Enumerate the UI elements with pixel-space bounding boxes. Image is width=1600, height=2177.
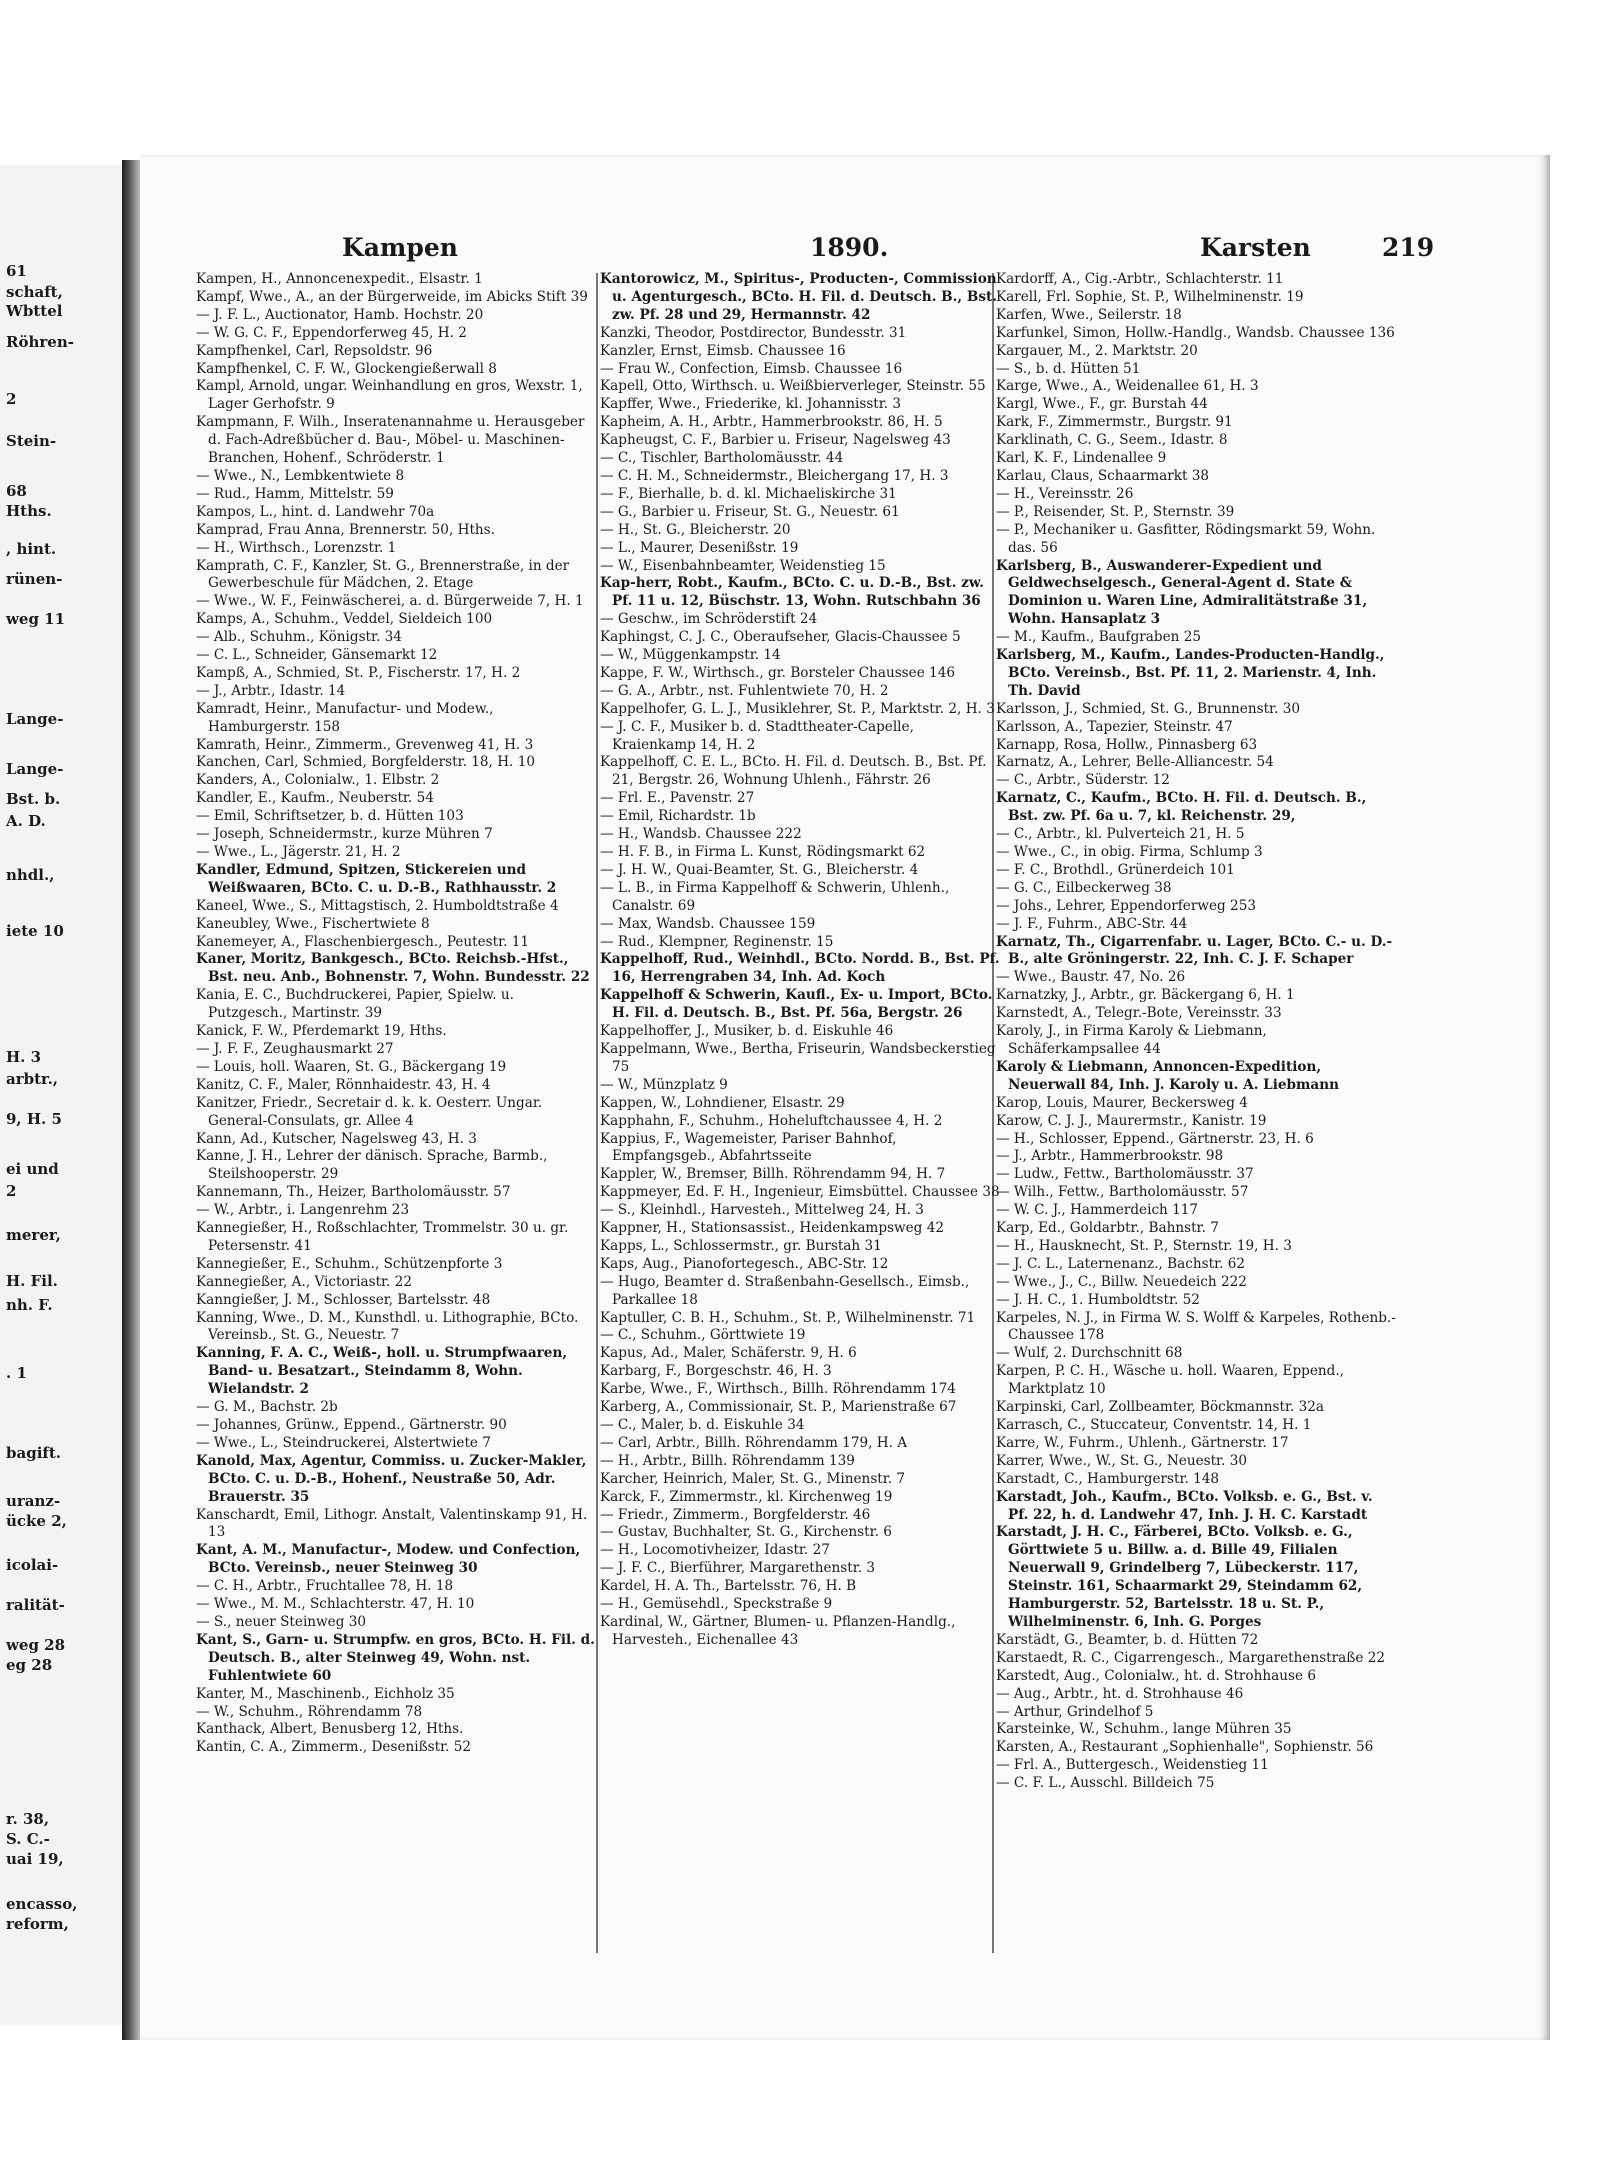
directory-entry: — C. H., Arbtr., Fruchtallee 78, H. 18 [196, 1578, 454, 1595]
directory-entry: Kanick, F. W., Pferdemarkt 19, Hths. [196, 1023, 447, 1040]
directory-entry: — J. F., Fuhrm., ABC-Str. 44 [996, 915, 1188, 932]
directory-entry: — W., Arbtr., i. Langenrehm 23 [196, 1202, 410, 1219]
directory-entry: — W., Eisenbahnbeamter, Weidenstieg 15 [600, 557, 886, 574]
directory-entry: — C., Arbtr., Süderstr. 12 [996, 772, 1170, 789]
directory-entry: — M., Kaufm., Baufgraben 25 [996, 629, 1202, 646]
directory-entry: Kanold, Max, Agentur, Commiss. u. Zucker-Makler, BCto. C. u. D.-B., Hohenf., Neustraße 50, Adr. Brauerstr. 35 [196, 1452, 587, 1505]
previous-page-fragment: H. 3 [6, 1048, 42, 1066]
directory-entry: — Ludw., Fettw., Bartholomäusstr. 37 [996, 1166, 1254, 1183]
previous-page-fragment: Bst. b. [6, 790, 61, 808]
directory-entry: Kanter, M., Maschinenb., Eichholz 35 [196, 1685, 455, 1702]
directory-entry: — Joseph, Schneidermstr., kurze Mühren 7 [196, 826, 493, 843]
directory-entry: — Wwe., L., Jägerstr. 21, H. 2 [196, 844, 401, 860]
directory-entry: — Wwe., L., Steindruckerei, Alstertwiete 7 [196, 1434, 491, 1451]
directory-entry: — Arthur, Grindelhof 5 [996, 1703, 1154, 1720]
directory-entry: Kappelhoff & Schwerin, Kaufl., Ex- u. Import, BCto. H. Fil. d. Deutsch. B., Bst. Pf. 56a, Bergstr. 26 [600, 987, 993, 1022]
directory-entry: — Wwe., Baustr. 47, No. 26 [996, 969, 1186, 986]
directory-entry: — Gustav, Buchhalter, St. G., Kirchenstr. 6 [600, 1524, 892, 1541]
previous-page-fragment: weg 28 [6, 1636, 66, 1654]
directory-entry: — Carl, Arbtr., Billh. Röhrendamm 179, H. A [600, 1434, 908, 1451]
previous-page-fragment: S. C.- [6, 1830, 50, 1848]
directory-entry: — Frl. A., Buttergesch., Weidenstieg 11 [996, 1757, 1269, 1774]
directory-entry: Karsteinke, W., Schuhm., lange Mühren 35 [996, 1721, 1292, 1738]
previous-page-fragment: bagift. [6, 1444, 61, 1462]
directory-entry: Karpeles, N. J., in Firma W. S. Wolff & Karpeles, Rothenb.-Chaussee 178 [996, 1309, 1396, 1344]
directory-entry: Kappelhoffer, J., Musiker, b. d. Eiskuhle 46 [600, 1023, 894, 1040]
directory-entry: — H., Hausknecht, St. P., Sternstr. 19, H. 3 [996, 1237, 1292, 1254]
directory-entry: — S., b. d. Hütten 51 [996, 360, 1141, 377]
directory-entry: Karklinath, C. G., Seem., Idastr. 8 [996, 432, 1228, 449]
directory-entry: Kanemeyer, A., Flaschenbiergesch., Peutestr. 11 [196, 933, 530, 950]
directory-entry: Karre, W., Fuhrm., Uhlenh., Gärtnerstr. 17 [996, 1434, 1289, 1451]
directory-entry: Kanitz, C. F., Maler, Rönnhaidestr. 43, H. 4 [196, 1076, 491, 1093]
directory-entry: — J. F. L., Auctionator, Hamb. Hochstr. 20 [196, 306, 484, 323]
directory-entry: Karberg, A., Commissionair, St. P., Marienstraße 67 [600, 1399, 957, 1416]
directory-entry: — H., Wandsb. Chaussee 222 [600, 826, 802, 843]
directory-entry: Karnatz, A., Lehrer, Belle-Alliancestr. 54 [996, 754, 1274, 771]
directory-entry: Karnstedt, A., Telegr.-Bote, Vereinsstr. 33 [996, 1005, 1282, 1022]
directory-column-2 [600, 271, 1000, 1951]
previous-page-fragment: eg 28 [6, 1656, 53, 1674]
directory-entry: Kappelhoff, C. E. L., BCto. H. Fil. d. Deutsch. B., Bst. Pf. 21, Bergstr. 26, Wohnung Uhlenh., Fährstr. 26 [600, 754, 987, 789]
directory-entry: — Johannes, Grünw., Eppend., Gärtnerstr. 90 [196, 1417, 507, 1433]
directory-entry: Kanthack, Albert, Benusberg 12, Hths. [196, 1721, 464, 1738]
directory-entry: Kannegießer, H., Roßschlachter, Trommelstr. 30 u. gr. Petersenstr. 41 [196, 1220, 569, 1254]
directory-entry: — Max, Wandsb. Chaussee 159 [600, 915, 816, 932]
directory-entry: Karoly & Liebmann, Annoncen-Expedition, Neuerwall 84, Inh. J. Karoly u. A. Liebmann [996, 1058, 1339, 1093]
directory-entry: Kaneubley, Wwe., Fischertwiete 8 [196, 915, 430, 932]
directory-entry: Karpen, P. C. H., Wäsche u. holl. Waaren, Eppend., Marktplatz 10 [996, 1363, 1344, 1398]
directory-entry: Kapffer, Wwe., Friederike, kl. Johannisstr. 3 [600, 396, 902, 413]
previous-page-fragment: encasso, [6, 1895, 78, 1913]
directory-entry: — P., Reisender, St. P., Sternstr. 39 [996, 503, 1235, 520]
page-number: 219 [1382, 233, 1435, 262]
directory-entry: Kamprath, C. F., Kanzler, St. G., Brennerstraße, in der Gewerbeschule für Mädchen, 2. Etage [196, 557, 570, 592]
directory-entry: Karoly, J., in Firma Karoly & Liebmann, Schäferkampsallee 44 [996, 1023, 1267, 1057]
directory-entry: — W., Müggenkampstr. 14 [600, 647, 781, 664]
directory-entry: Kappius, F., Wagemeister, Pariser Bahnhof, Empfangsgeb., Abfahrtsseite [600, 1130, 897, 1165]
directory-entry: Kampl, Arnold, ungar. Weinhandlung en gros, Wexstr. 1, Lager Gerhofstr. 9 [196, 378, 583, 413]
directory-entry: Kampmann, F. Wilh., Inseratenannahme u. Herausgeber d. Fach-Adreßbücher d. Bau-, Möbel- u. Maschinen-Branchen, Hohenf., Schröderstr. 1 [196, 414, 585, 467]
directory-entry: Kamrath, Heinr., Zimmerm., Grevenweg 41, H. 3 [196, 736, 534, 753]
directory-entry: Karlsberg, B., Auswanderer-Expedient und Geldwechselgesch., General-Agent d. State & Dominion u. Waren Line, Admiralitätstraße 31, Wohn. Hansaplatz 3 [996, 557, 1368, 628]
directory-entry: — J. H. W., Quai-Beamter, St. G., Bleicherstr. 4 [600, 861, 919, 878]
directory-entry: — G. A., Arbtr., nst. Fuhlentwiete 70, H. 2 [600, 682, 889, 699]
directory-entry: Karnatzky, J., Arbtr., gr. Bäckergang 6, H. 1 [996, 987, 1295, 1004]
directory-entry: — S., neuer Steinweg 30 [196, 1613, 367, 1630]
previous-page-fragment: nh. F. [6, 1296, 53, 1314]
directory-entry: — C., Schuhm., Görttwiete 19 [600, 1327, 806, 1344]
previous-page-fragment: nhdl., [6, 866, 55, 884]
directory-entry: Karbarg, F., Borgeschstr. 46, H. 3 [600, 1363, 832, 1380]
directory-entry: — Wwe., N., Lembkentwiete 8 [196, 467, 405, 484]
directory-entry: — G. C., Eilbeckerweg 38 [996, 879, 1172, 896]
directory-entry: Kanschardt, Emil, Lithogr. Anstalt, Valentinskamp 91, H. 13 [196, 1506, 588, 1541]
directory-entry: Kanders, A., Colonialw., 1. Elbstr. 2 [196, 772, 440, 789]
directory-entry: — J., Arbtr., Idastr. 14 [196, 682, 346, 699]
previous-page-fragment: ücke 2, [6, 1512, 67, 1530]
directory-column-1 [196, 271, 596, 1951]
directory-column-3 [996, 271, 1396, 1951]
directory-entry: — Wwe., M. M., Schlachterstr. 47, H. 10 [196, 1596, 475, 1613]
directory-entry: — C. H. M., Schneidermstr., Bleichergang 17, H. 3 [600, 467, 949, 484]
directory-entry: — Johs., Lehrer, Eppendorferweg 253 [996, 897, 1256, 914]
directory-entry: Kampfhenkel, C. F. W., Glockengießerwall 8 [196, 360, 497, 377]
directory-entry: Karstadt, C., Hamburgerstr. 148 [996, 1470, 1220, 1487]
directory-entry: Kanning, Wwe., D. M., Kunsthdl. u. Lithographie, BCto. Vereinsb., St. G., Neuestr. 7 [196, 1309, 579, 1344]
directory-entry: — J. H. C., 1. Humboldtstr. 52 [996, 1291, 1200, 1308]
directory-entry: Kapphahn, F., Schuhm., Hoheluftchaussee 4, H. 2 [600, 1112, 943, 1129]
directory-entry: Karstedt, Aug., Colonialw., ht. d. Strohhause 6 [996, 1667, 1316, 1684]
directory-entry: Karsten, A., Restaurant „Sophienhalle", Sophienstr. 56 [996, 1739, 1374, 1756]
directory-entry: — Frl. E., Pavenstr. 27 [600, 790, 755, 807]
directory-entry: Kappler, W., Bremser, Billh. Röhrendamm 94, H. 7 [600, 1166, 946, 1183]
book-gutter [122, 160, 140, 2040]
directory-entry: Kann, Ad., Kutscher, Nagelsweg 43, H. 3 [196, 1130, 477, 1147]
previous-page-fragment: H. Fil. [6, 1272, 58, 1290]
directory-entry: Kanzler, Ernst, Eimsb. Chaussee 16 [600, 342, 846, 359]
directory-entry: Kamps, A., Schuhm., Veddel, Sieldeich 100 [196, 611, 493, 628]
directory-entry: Karlsson, A., Tapezier, Steinstr. 47 [996, 718, 1233, 735]
directory-entry: Kampos, L., hint. d. Landwehr 70a [196, 503, 435, 520]
directory-entry: Karlsberg, M., Kaufm., Landes-Producten-Handlg., BCto. Vereinsb., Bst. Pf. 11, 2. Marienstr. 4, Inh. Th. David [996, 647, 1385, 699]
directory-entry: — Friedr., Zimmerm., Borgfelderstr. 46 [600, 1506, 871, 1523]
directory-entry: Kannemann, Th., Heizer, Bartholomäusstr. 57 [196, 1184, 511, 1201]
previous-page-fragment: r. 38, [6, 1810, 50, 1828]
directory-entry: — Aug., Arbtr., ht. d. Strohhause 46 [996, 1685, 1244, 1702]
directory-entry: Karrasch, C., Stuccateur, Conventstr. 14, H. 1 [996, 1417, 1312, 1433]
directory-entry: Kampfhenkel, Carl, Repsoldstr. 96 [196, 342, 433, 359]
directory-entry: Karlsson, J., Schmied, St. G., Brunnenstr. 30 [996, 700, 1300, 717]
directory-entry: — Louis, holl. Waaren, St. G., Bäckergang 19 [196, 1058, 507, 1075]
previous-page-fragment: A. D. [6, 812, 46, 830]
directory-entry: — C., Tischler, Bartholomäusstr. 44 [600, 450, 844, 467]
directory-entry: — Rud., Klempner, Reginenstr. 15 [600, 933, 834, 950]
directory-entry: Kandler, E., Kaufm., Neuberstr. 54 [196, 790, 434, 807]
header-year: 1890. [810, 233, 889, 262]
directory-entry: Kantin, C. A., Zimmerm., Desenißstr. 52 [196, 1739, 472, 1756]
directory-entry: — C., Arbtr., kl. Pulverteich 21, H. 5 [996, 826, 1245, 843]
directory-entry: Kargauer, M., 2. Marktstr. 20 [996, 342, 1198, 359]
previous-page-fragment: merer, [6, 1226, 61, 1244]
previous-page-fragment: Lange- [6, 710, 64, 728]
directory-entry: — W. C. J., Hammerdeich 117 [996, 1202, 1199, 1219]
previous-page-fragment: weg 11 [6, 610, 66, 628]
directory-entry: Karbe, Wwe., F., Wirthsch., Billh. Röhrendamm 174 [600, 1381, 956, 1398]
header-left-keyword: Kampen [342, 233, 458, 262]
directory-entry: — Frau W., Confection, Eimsb. Chaussee 16 [600, 360, 903, 377]
directory-entry: Kark, F., Zimmermstr., Burgstr. 91 [996, 414, 1233, 431]
directory-entry: Kantorowicz, M., Spiritus-, Producten-, Commission u. Agenturgesch., BCto. H. Fil. d. Deutsch. B., Bst. zw. Pf. 28 und 29, Hermannstr. 42 [600, 271, 997, 323]
previous-page-fragment: reform, [6, 1915, 69, 1933]
previous-page-fragment: uranz- [6, 1492, 61, 1510]
directory-entry: Kappelhoff, Rud., Weinhdl., BCto. Nordd. B., Bst. Pf. 16, Herrengraben 34, Inh. Ad. Koch [600, 951, 1000, 986]
previous-page-fragment: 2 [6, 390, 17, 408]
directory-entry: — H., Vereinsstr. 26 [996, 485, 1134, 502]
directory-entry: Kampf, Wwe., A., an der Bürgerweide, im Abicks Stift 39 [196, 288, 588, 305]
previous-page-fragment: uai 19, [6, 1850, 64, 1868]
directory-entry: Kappe, F. W., Wirthsch., gr. Borsteler Chaussee 146 [600, 664, 956, 681]
directory-entry: Kant, S., Garn- u. Strumpfw. en gros, BCto. H. Fil. d. Deutsch. B., alter Steinweg 49, Wohn. nst. Fuhlentwiete 60 [196, 1631, 595, 1684]
directory-entry: Kappmeyer, Ed. F. H., Ingenieur, Eimsbüttel. Chaussee 38 [600, 1184, 1000, 1201]
directory-entry: Kapheugst, C. F., Barbier u. Friseur, Nagelsweg 43 [600, 432, 951, 449]
previous-page-fragment: icolai- [6, 1556, 59, 1574]
directory-entry: Karrer, Wwe., W., St. G., Neuestr. 30 [996, 1452, 1247, 1469]
directory-entry: — J., Arbtr., Hammerbrookstr. 98 [996, 1148, 1224, 1165]
directory-entry: Kannegießer, E., Schuhm., Schützenpforte 3 [196, 1255, 503, 1272]
previous-page-fragment: . 1 [6, 1364, 27, 1382]
directory-entry: Kap-herr, Robt., Kaufm., BCto. C. u. D.-B., Bst. zw. Pf. 11 u. 12, Büschstr. 13, Wohn. Rutschbahn 36 [600, 575, 984, 610]
previous-page-fragment: ralität- [6, 1596, 65, 1614]
directory-entry: — C. L., Schneider, Gänsemarkt 12 [196, 647, 438, 664]
header-right-keyword: Karsten [1200, 233, 1311, 262]
directory-entry: Karck, F., Zimmermstr., kl. Kirchenweg 19 [600, 1488, 893, 1505]
directory-entry: Karstadt, J. H. C., Färberei, BCto. Volksb. e. G., Görttwiete 5 u. Billw. a. d. Bille 49, Filialen Neuerwall 9, Grindelberg 7, Lübeckerstr. 117, Steinstr. 161, Schaarmarkt 29, Steindamm 62, Hamburgerstr. 52, Bartelsstr. 18 u. St. P., Wilhelminenstr. 6, Inh. G. Porges [996, 1524, 1363, 1630]
directory-entry: Kaphingst, C. J. C., Oberaufseher, Glacis-Chaussee 5 [600, 629, 961, 646]
directory-entry: Karnatz, Th., Cigarrenfabr. u. Lager, BCto. C.- u. D.-B., alte Gröningerstr. 22, Inh. C. J. F. Schaper [996, 933, 1393, 968]
previous-page-fragment: iete 10 [6, 922, 64, 940]
previous-page-fragment: rünen- [6, 570, 63, 588]
directory-entry: Karow, C. J. J., Maurermstr., Kanistr. 19 [996, 1112, 1267, 1129]
directory-entry: Kapus, Ad., Maler, Schäferstr. 9, H. 6 [600, 1345, 857, 1362]
directory-entry: — W., Schuhm., Röhrendamm 78 [196, 1703, 423, 1720]
directory-entry: Kania, E. C., Buchdruckerei, Papier, Spielw. u. Putzgesch., Martinstr. 39 [196, 987, 514, 1022]
directory-entry: Kanchen, Carl, Schmied, Borgfelderstr. 18, H. 10 [196, 754, 535, 771]
directory-entry: Karfunkel, Simon, Hollw.-Handlg., Wandsb. Chaussee 136 [996, 324, 1395, 341]
directory-entry: Karstaedt, R. C., Cigarrengesch., Margarethenstraße 22 [996, 1649, 1385, 1666]
directory-entry: Kardinal, W., Gärtner, Blumen- u. Pflanzen-Handlg., Harvesteh., Eichenallee 43 [600, 1613, 956, 1648]
previous-page-fragment: , hint. [6, 540, 57, 558]
directory-entry: — Alb., Schuhm., Königstr. 34 [196, 629, 402, 646]
directory-entry: — Emil, Schriftsetzer, b. d. Hütten 103 [196, 808, 464, 825]
previous-page-fragment: Stein- [6, 432, 57, 450]
directory-entry: Karnapp, Rosa, Hollw., Pinnasberg 63 [996, 736, 1258, 753]
directory-entry: Kanngießer, J. M., Schlosser, Bartelsstr. 48 [196, 1291, 491, 1308]
directory-entry: — Wulf, 2. Durchschnitt 68 [996, 1345, 1183, 1362]
directory-entry: — J. C. F., Musiker b. d. Stadttheater-Capelle, Kraienkamp 14, H. 2 [600, 718, 914, 753]
directory-entry: Kappen, W., Lohndiener, Elsastr. 29 [600, 1094, 845, 1111]
directory-entry: Karl, K. F., Lindenallee 9 [996, 450, 1167, 467]
directory-entry: Karpinski, Carl, Zollbeamter, Böckmannstr. 32a [996, 1399, 1324, 1416]
column-divider [596, 273, 598, 1953]
directory-entry: — H., Wirthsch., Lorenzstr. 1 [196, 539, 397, 556]
directory-entry: Karfen, Wwe., Seilerstr. 18 [996, 306, 1182, 323]
directory-entry: — W. G. C. F., Eppendorferweg 45, H. 2 [196, 324, 467, 341]
directory-entry: Kamprad, Frau Anna, Brennerstr. 50, Hths. [196, 521, 495, 538]
directory-entry: — Geschw., im Schröderstift 24 [600, 611, 818, 628]
previous-page-fragment: Hths. [6, 502, 52, 520]
previous-page-fragment: arbtr., [6, 1070, 59, 1088]
directory-entry: — H., Gemüsehdl., Speckstraße 9 [600, 1596, 833, 1613]
previous-page-fragment: 61 [6, 262, 27, 280]
directory-entry: — J. F. C., Bierführer, Margarethenstr. 3 [600, 1560, 876, 1577]
directory-entry: Kandler, Edmund, Spitzen, Stickereien und Weißwaaren, BCto. C. u. D.-B., Rathhausstr. 2 [196, 861, 557, 896]
directory-entry: — J. F. F., Zeughausmarkt 27 [196, 1040, 394, 1057]
directory-entry: Kardorff, A., Cig.-Arbtr., Schlachterstr. 11 [996, 271, 1284, 287]
page-header [192, 233, 1492, 265]
directory-entry: Karge, Wwe., A., Weidenallee 61, H. 3 [996, 378, 1259, 395]
directory-entry: — H., Schlosser, Eppend., Gärtnerstr. 23, H. 6 [996, 1130, 1314, 1147]
directory-entry: — G., Barbier u. Friseur, St. G., Neuestr. 61 [600, 503, 900, 520]
directory-entry: Kant, A. M., Manufactur-, Modew. und Confection, BCto. Vereinsb., neuer Steinweg 30 [196, 1542, 581, 1577]
previous-page-fragment: 2 [6, 1182, 17, 1200]
directory-entry: Kampß, A., Schmied, St. P., Fischerstr. 17, H. 2 [196, 664, 521, 681]
directory-entry: Kapell, Otto, Wirthsch. u. Weißbierverleger, Steinstr. 55 [600, 378, 986, 395]
directory-entry: — L. B., in Firma Kappelhoff & Schwerin, Uhlenh., Canalstr. 69 [600, 879, 950, 914]
previous-page-fragment: 9, H. 5 [6, 1110, 62, 1128]
directory-entry: Kanitzer, Friedr., Secretair d. k. k. Oesterr. Ungar. General-Consulats, gr. Allee 4 [196, 1094, 543, 1129]
directory-entry: Kamradt, Heinr., Manufactur- und Modew., Hamburgerstr. 158 [196, 700, 494, 735]
directory-entry: Kapps, L., Schlossermstr., gr. Burstah 31 [600, 1237, 882, 1254]
directory-entry: Karstädt, G., Beamter, b. d. Hütten 72 [996, 1631, 1259, 1648]
directory-entry: Kappelhofer, G. L. J., Musiklehrer, St. P., Marktstr. 2, H. 3 [600, 700, 995, 717]
directory-entry: Kannegießer, A., Victoriastr. 22 [196, 1273, 412, 1290]
directory-entry: — P., Mechaniker u. Gasfitter, Rödingsmarkt 59, Wohn. das. 56 [996, 521, 1376, 556]
directory-entry: Kaps, Aug., Pianofortegesch., ABC-Str. 12 [600, 1255, 889, 1272]
directory-entry: Kaner, Moritz, Bankgesch., BCto. Reichsb.-Hfst., Bst. neu. Anb., Bohnenstr. 7, Wohn. Bundesstr. 22 [196, 951, 590, 986]
directory-entry: Karcher, Heinrich, Maler, St. G., Minenstr. 7 [600, 1470, 906, 1487]
directory-entry: Kanne, J. H., Lehrer der dänisch. Sprache, Barmb., Steilshooperstr. 29 [196, 1148, 548, 1183]
directory-entry: — H. F. B., in Firma L. Kunst, Rödingsmarkt 62 [600, 844, 926, 860]
directory-entry: — Rud., Hamm, Mittelstr. 59 [196, 485, 394, 502]
directory-entry: Karlau, Claus, Schaarmarkt 38 [996, 467, 1210, 484]
previous-page-fragment: ei und [6, 1160, 59, 1178]
directory-entry: — H., Arbtr., Billh. Röhrendamm 139 [600, 1452, 855, 1469]
directory-entry: Kaneel, Wwe., S., Mittagstisch, 2. Humboldtstraße 4 [196, 897, 559, 914]
directory-entry: Karop, Louis, Maurer, Beckersweg 4 [996, 1094, 1248, 1111]
directory-entry: Kappelmann, Wwe., Bertha, Friseurin, Wandsbeckerstieg 75 [600, 1040, 996, 1075]
previous-page-edge [0, 165, 122, 2025]
directory-entry: Kaptuller, C. B. H., Schuhm., St. P., Wilhelminenstr. 71 [600, 1309, 976, 1326]
directory-entry: Kampen, H., Annoncenexpedit., Elsastr. 1 [196, 271, 483, 287]
directory-entry: Kapheim, A. H., Arbtr., Hammerbrookstr. 86, H. 5 [600, 414, 943, 431]
directory-entry: — Wwe., W. F., Feinwäscherei, a. d. Bürgerweide 7, H. 1 [196, 593, 584, 610]
directory-entry: — J. C. L., Laternenanz., Bachstr. 62 [996, 1255, 1246, 1272]
directory-entry: Karnatz, C., Kaufm., BCto. H. Fil. d. Deutsch. B., Bst. zw. Pf. 6a u. 7, kl. Reichenstr. 29, [996, 790, 1367, 825]
directory-entry: — F., Bierhalle, b. d. kl. Michaeliskirche 31 [600, 485, 897, 502]
directory-entry: — H., St. G., Bleicherstr. 20 [600, 521, 791, 538]
directory-entry: — L., Maurer, Desenißstr. 19 [600, 539, 799, 556]
previous-page-fragment: Wbttel [6, 302, 63, 320]
directory-entry: — F. C., Brothdl., Grünerdeich 101 [996, 861, 1235, 878]
directory-entry: — Emil, Richardstr. 1b [600, 808, 756, 825]
directory-entry: — H., Locomotivheizer, Idastr. 27 [600, 1542, 830, 1559]
directory-page [140, 155, 1550, 2040]
directory-entry: — Hugo, Beamter d. Straßenbahn-Gesellsch., Eimsb., Parkallee 18 [600, 1273, 970, 1308]
previous-page-fragment: 68 [6, 482, 27, 500]
directory-entry: — Wwe., C., in obig. Firma, Schlump 3 [996, 844, 1263, 860]
directory-entry: — C. F. L., Ausschl. Billdeich 75 [996, 1775, 1215, 1792]
directory-entry: Kanzki, Theodor, Postdirector, Bundesstr. 31 [600, 324, 907, 341]
previous-page-fragment: schaft, [6, 283, 63, 301]
directory-entry: Karstadt, Joh., Kaufm., BCto. Volksb. e. G., Bst. v. Pf. 22, h. d. Landwehr 47, Inh. J. H. C. Karstadt [996, 1488, 1373, 1523]
directory-entry: — C., Maler, b. d. Eiskuhle 34 [600, 1417, 805, 1433]
directory-entry: Kanning, F. A. C., Weiß-, holl. u. Strumpfwaaren, Band- u. Besatzart., Steindamm 8, Wohn. Wielandstr. 2 [196, 1345, 568, 1398]
directory-entry: Kargl, Wwe., F., gr. Burstah 44 [996, 396, 1208, 413]
directory-entry: Kardel, H. A. Th., Bartelsstr. 76, H. B [600, 1578, 857, 1595]
previous-page-fragment: Lange- [6, 760, 64, 778]
directory-entry: — Wilh., Fettw., Bartholomäusstr. 57 [996, 1184, 1249, 1201]
directory-entry: — W., Münzplatz 9 [600, 1076, 728, 1093]
directory-entry: Karp, Ed., Goldarbtr., Bahnstr. 7 [996, 1220, 1219, 1237]
directory-entry: Kappner, H., Stationsassist., Heidenkampsweg 42 [600, 1220, 944, 1237]
directory-entry: — S., Kleinhdl., Harvesteh., Mittelweg 24, H. 3 [600, 1202, 924, 1219]
previous-page-fragment: Röhren- [6, 333, 74, 351]
directory-entry: Karell, Frl. Sophie, St. P., Wilhelminenstr. 19 [996, 288, 1304, 305]
directory-entry: — Wwe., J., C., Billw. Neuedeich 222 [996, 1273, 1247, 1290]
directory-entry: — G. M., Bachstr. 2b [196, 1399, 338, 1416]
